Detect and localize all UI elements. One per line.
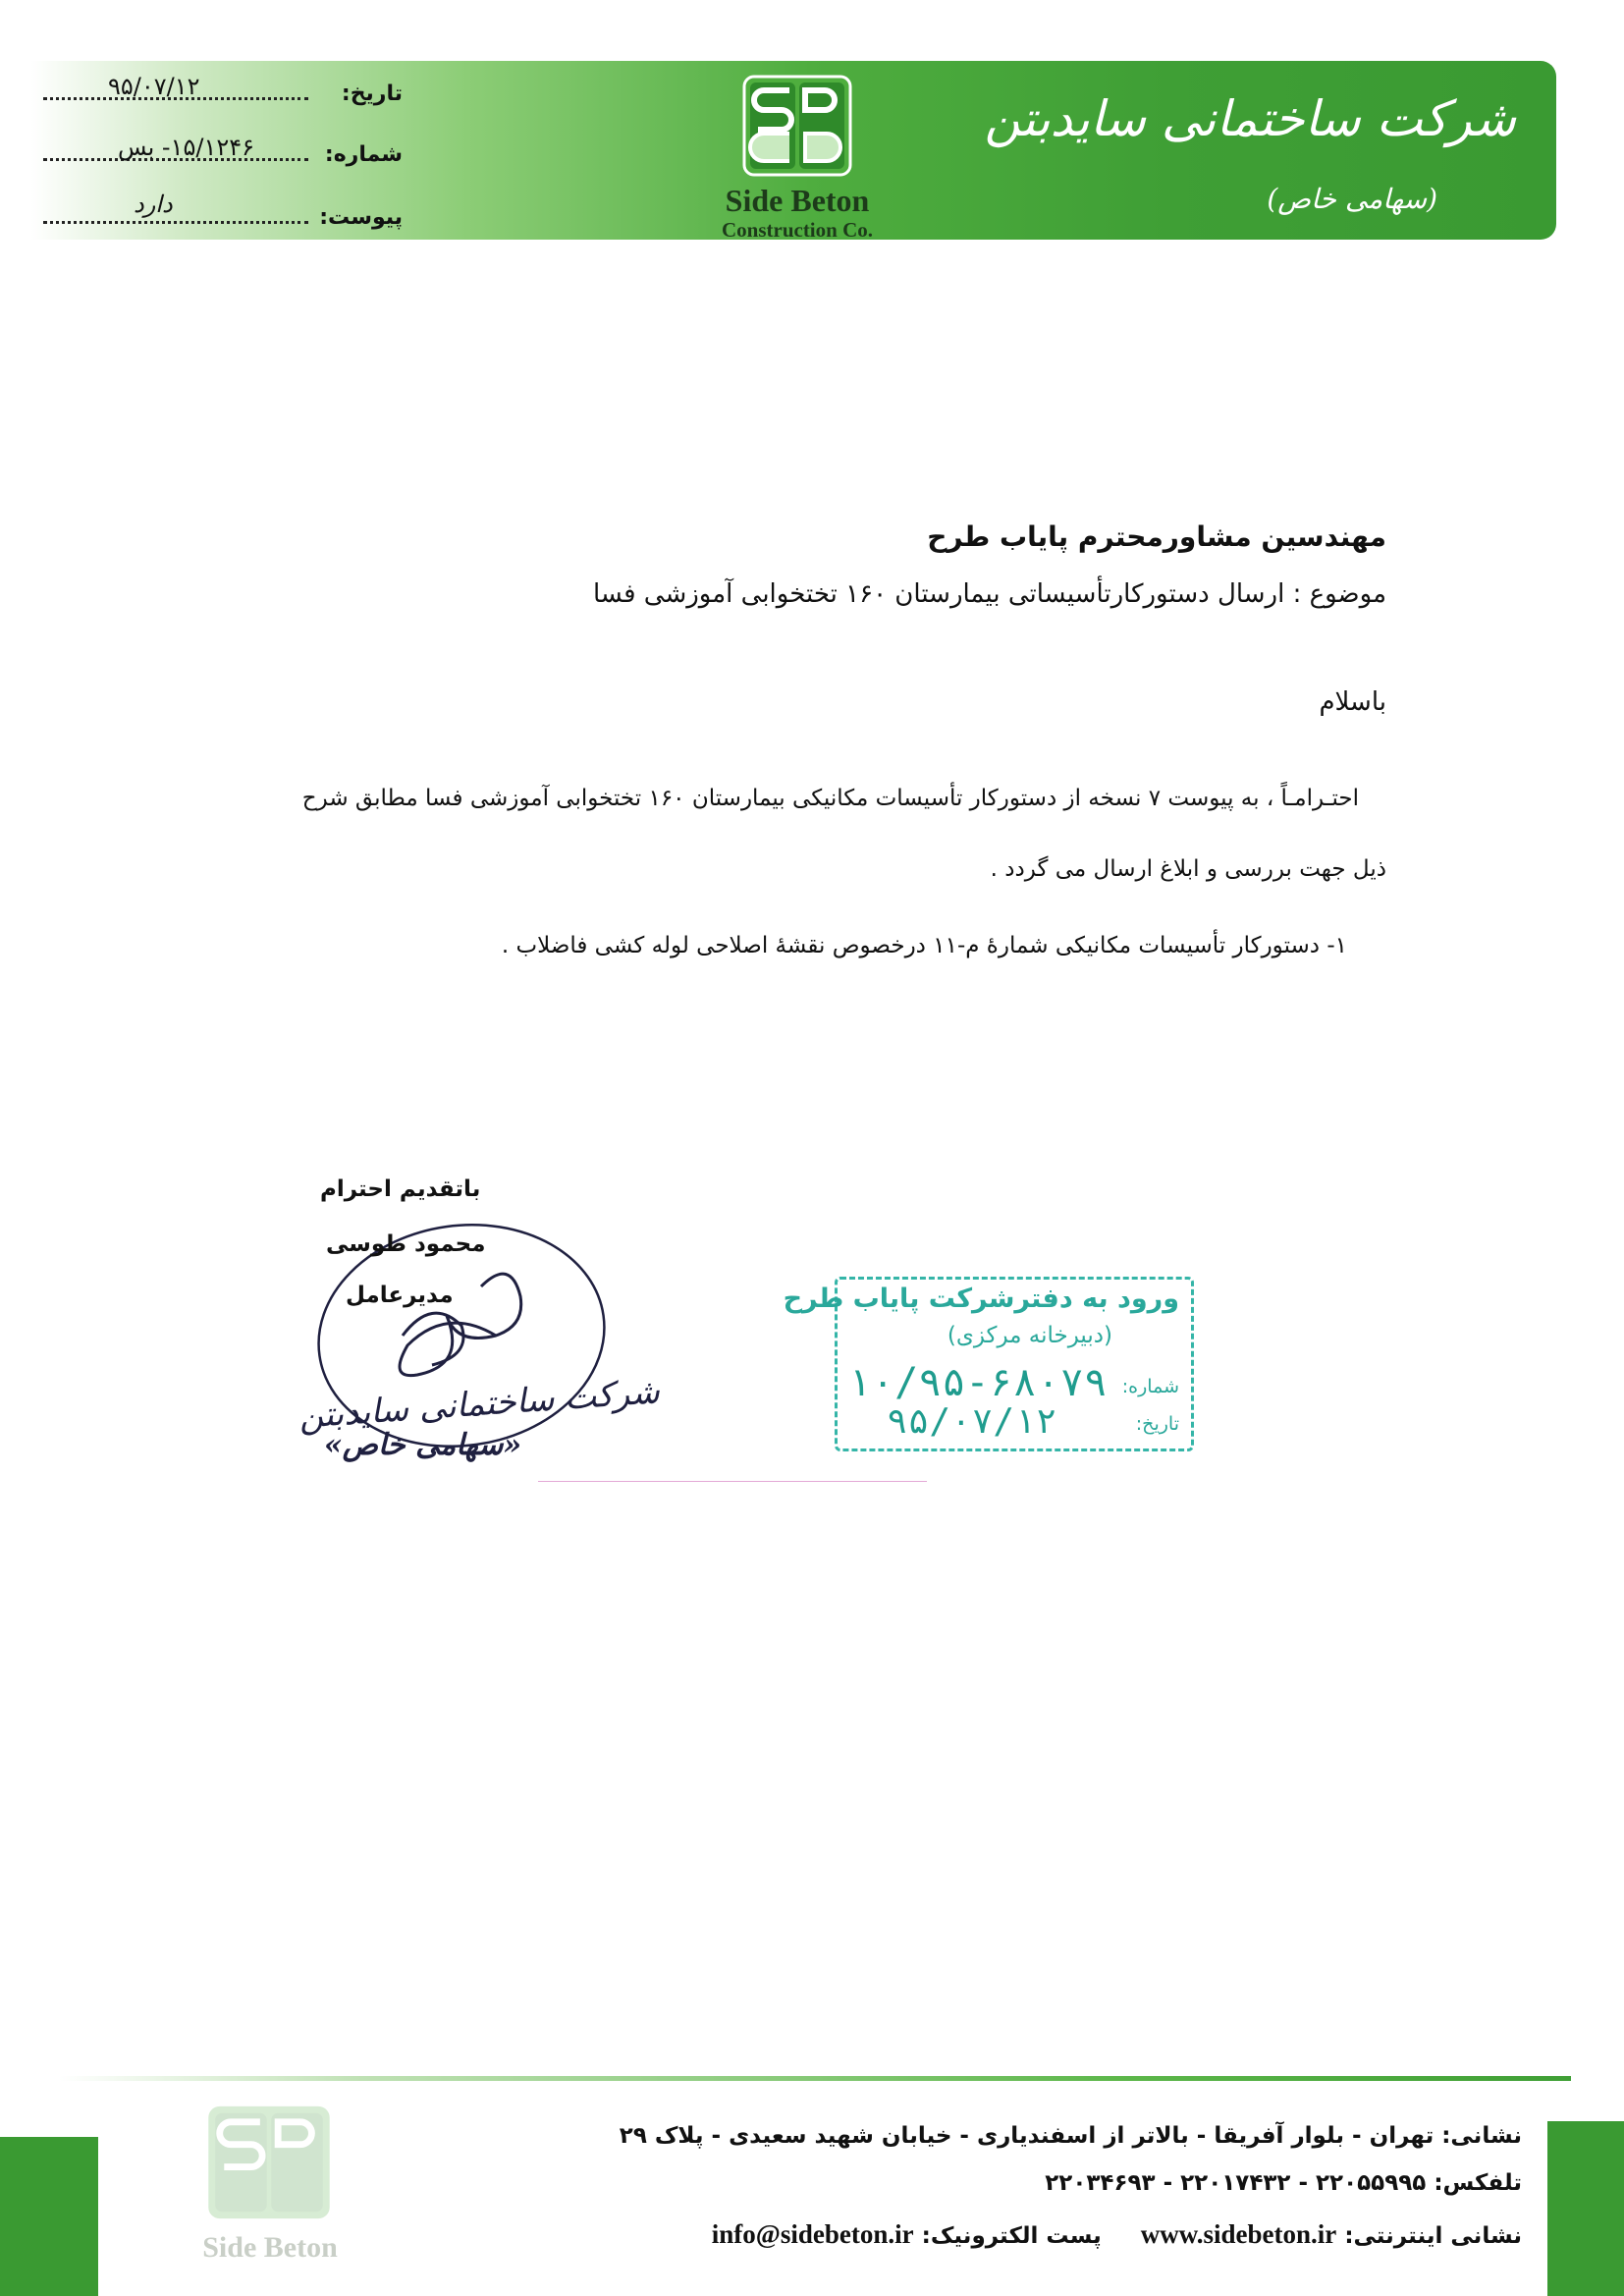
body-paragraph-line-1: احتـرامـاً ، به پیوست ۷ نسخه از دستورکار تأسیسات مکانیکی بیمارستان ۱۶۰ تختخوابی آموزشی فسا مطابق شرح (301, 786, 1359, 811)
signer-name: محمود طوسی (326, 1231, 486, 1257)
subject-line: موضوع : ارسال دستورکارتأسیساتی بیمارستان ۱۶۰ تختخوابی آموزشی فسا (592, 579, 1386, 609)
date-row (39, 71, 403, 110)
footer-email-label: پست الکترونیک: (921, 2223, 1102, 2249)
company-name: شرکت ساختمانی سایدبتن (984, 90, 1516, 147)
stamp-date-label: تاریخ: (1135, 1413, 1179, 1435)
attachment-dotted-line (43, 221, 308, 224)
stamp-title: ورود به دفترشرکت پایاب طرح (783, 1284, 1179, 1314)
footer-address: نشانی: تهران - بلوار آفریقا - بالاتر از اسفندیاری - خیابان شهید سعیدی - پلاک ۲۹ (619, 2123, 1522, 2149)
attachment-label: پیوست: (319, 205, 403, 230)
closing-phrase: باتقدیم احترام (320, 1176, 481, 1202)
signer-title: مدیرعامل (346, 1283, 454, 1308)
attachment-row (39, 191, 403, 234)
date-value: ۹۵/۰۷/۱۲ (108, 73, 200, 100)
number-value: ۱۵/۱۲۴۶- بس (118, 134, 255, 161)
greeting: باسلام (1319, 687, 1386, 717)
seal-company-name: شرکت ساختمانی سایدبتن (298, 1372, 662, 1437)
list-item: ۱- دستورکار تأسیسات مکانیکی شمارهٔ م-۱۱ درخصوص نقشهٔ اصلاحی لوله کشی فاضلاب . (501, 933, 1347, 958)
date-label: تاریخ: (341, 82, 403, 106)
number-label: شماره: (324, 142, 403, 167)
footer-web-label: نشانی اینترنتی: (1344, 2223, 1522, 2249)
stamp-date-value: ۹۵/۰۷/۱۲ (887, 1401, 1057, 1442)
divider (538, 1481, 927, 1482)
logo-subtitle: Construction Co. (721, 218, 873, 242)
footer-logo-name: Side Beton (202, 2231, 338, 2264)
footer-contact-row (712, 2219, 1522, 2250)
footer-email-link[interactable]: info@sidebeton.ir (711, 2219, 914, 2249)
stamp-subtitle: (دبیرخانه مرکزی) (947, 1323, 1112, 1348)
receipt-stamp (783, 1277, 1194, 1451)
footer-fax: تلفکس: ۲۲۰۵۵۹۹۵ - ۲۲۰۱۷۴۳۲ - ۲۲۰۳۴۶۹۳ (1045, 2170, 1522, 2196)
number-row (39, 132, 403, 171)
seal-company-type: «سهامی خاص» (324, 1428, 522, 1462)
company-type: (سهامی خاص) (1267, 183, 1437, 215)
addressee: مهندسین مشاورمحترم پایاب طرح (927, 520, 1386, 553)
stamp-number-value: ۱۰/۹۵-۶۸۰۷۹ (847, 1360, 1108, 1405)
side-beton-logo-icon (742, 75, 852, 177)
footer-logo-icon (206, 2104, 332, 2221)
logo-name: Side Beton (725, 183, 870, 218)
footer-bar-right (1547, 2121, 1624, 2296)
footer-divider (59, 2076, 1571, 2081)
footer-website-link[interactable]: www.sidebeton.ir (1140, 2219, 1337, 2249)
body-paragraph-line-2: ذیل جهت بررسی و ابلاغ ارسال می گردد . (990, 856, 1386, 882)
attachment-value: دارد (134, 191, 173, 218)
footer-bar-left (0, 2137, 98, 2296)
stamp-number-label: شماره: (1121, 1376, 1179, 1397)
